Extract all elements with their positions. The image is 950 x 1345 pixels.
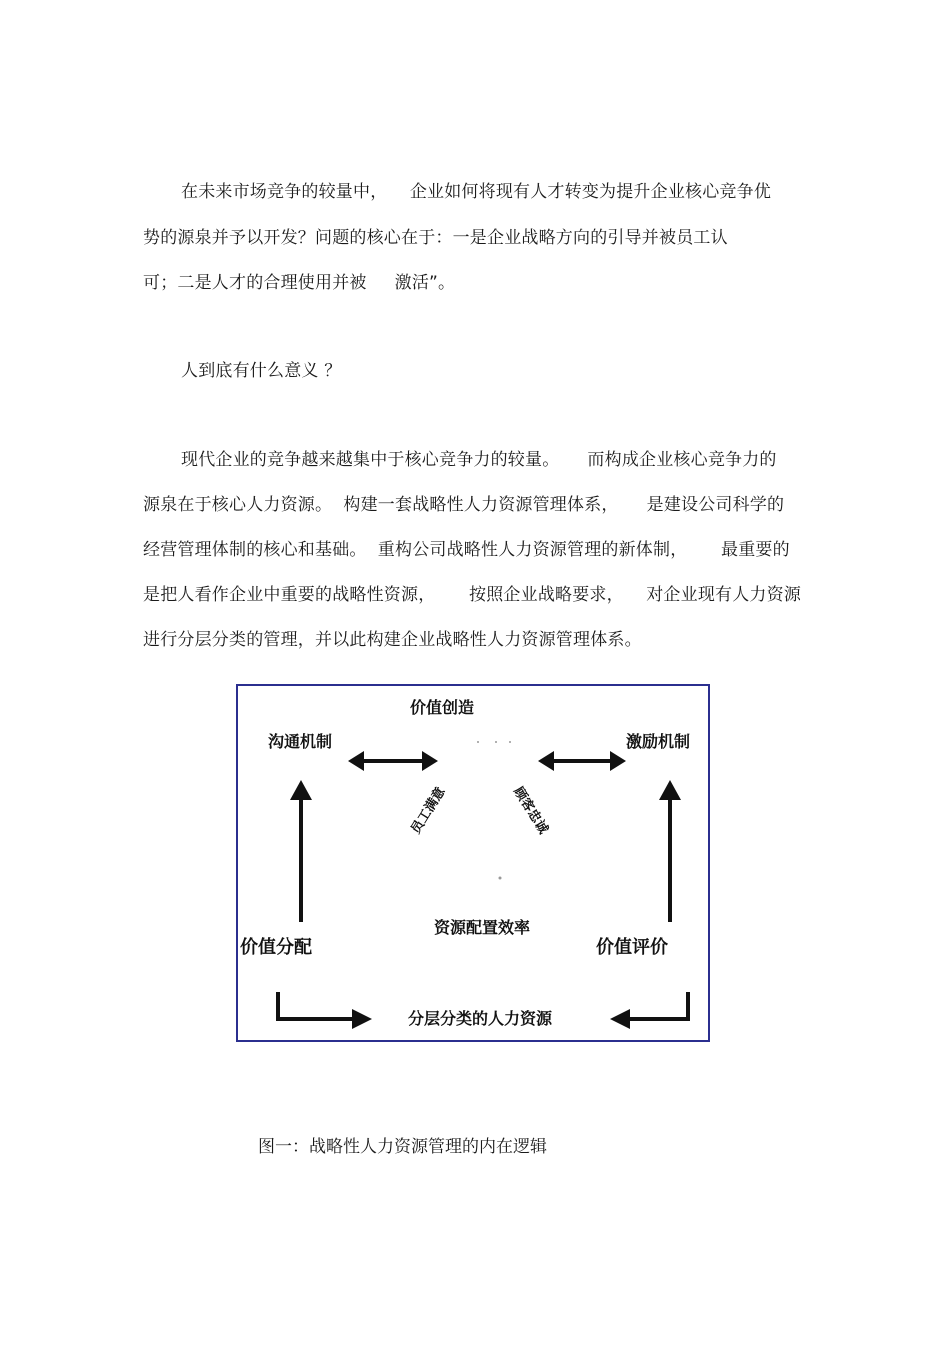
dot-mark (477, 741, 479, 743)
paragraph2-line-1: 现代企业的竞争越来越集中于核心竞争力的较量。 而构成企业核心竞争力的 (181, 450, 777, 470)
label-customer-loyalty: 顾客忠诚 (510, 784, 551, 837)
label-incentive-mechanism: 激励机制 (626, 732, 691, 751)
label-value-evaluation: 价值评价 (596, 937, 668, 958)
label-value-distribution: 价值分配 (240, 937, 312, 958)
dot-mark (499, 877, 502, 880)
label-tiered-human-resources: 分层分类的人力资源 (408, 1009, 553, 1028)
paragraph1-line-3: 可；二是人才的合理使用并被 激活”。 (143, 273, 456, 293)
figure-caption: 图一：战略性人力资源管理的内在逻辑 (258, 1137, 547, 1157)
double-arrow-left (348, 751, 438, 771)
paragraph1-line-1: 在未来市场竞争的较量中， 企业如何将现有人才转变为提升企业核心竞争优 (181, 182, 772, 202)
paragraph2-line-4: 是把人看作企业中重要的战略性资源， 按照企业战略要求， 对企业现有人力资源 (143, 585, 802, 605)
label-communication-mechanism: 沟通机制 (268, 732, 333, 751)
paragraph1-line-2: 势的源泉并予以开发？问题的核心在于：一是企业战略方向的引导并被员工认 (143, 228, 728, 248)
paragraph2-line-3: 经营管理体制的核心和基础。 重构公司战略性人力资源管理的新体制， 最重要的 (143, 540, 790, 560)
paragraph2-line-5: 进行分层分类的管理，并以此构建企业战略性人力资源管理体系。 (143, 630, 642, 650)
question-heading: 人到底有什么意义 ？ (181, 361, 342, 381)
dot-mark (509, 741, 511, 743)
dot-mark (495, 741, 497, 743)
double-arrow-right (538, 751, 626, 771)
up-arrow-left (290, 780, 312, 922)
paragraph2-line-2: 源泉在于核心人力资源。 构建一套战略性人力资源管理体系， 是建设公司科学的 (143, 495, 785, 515)
label-resource-allocation-efficiency: 资源配置效率 (434, 918, 531, 937)
elbow-arrow-bottom-right (610, 992, 690, 1029)
elbow-arrow-bottom-left (276, 992, 372, 1029)
hr-logic-diagram (236, 684, 710, 1042)
label-employee-satisfaction: 员工满意 (408, 784, 449, 837)
label-value-creation: 价值创造 (410, 698, 475, 717)
up-arrow-right (659, 780, 681, 922)
